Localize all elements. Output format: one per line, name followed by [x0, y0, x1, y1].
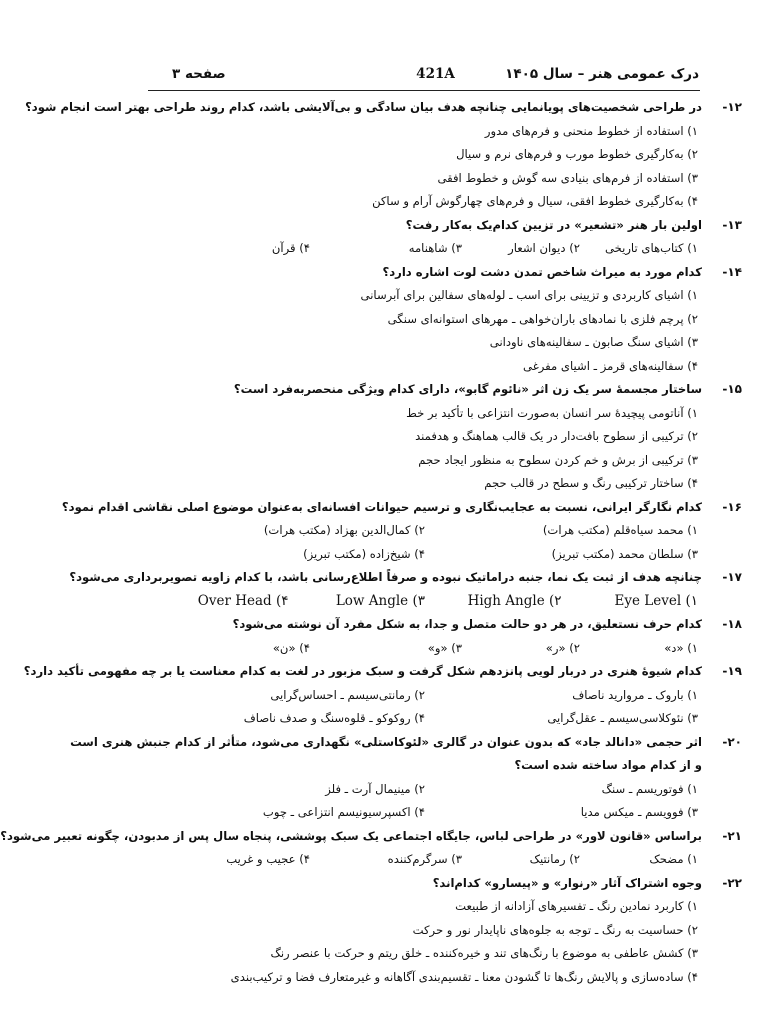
- question-number: ۲۱-: [722, 828, 742, 843]
- option-1[interactable]: ۱) مضحک: [649, 852, 698, 866]
- options-row: [152, 684, 702, 708]
- question-text: ساختار مجسمهٔ سر یک زن اثر «نائوم گابو»، دارای کدام ویژگی منحصربه‌فرد است؟: [233, 382, 702, 396]
- header-divider: [148, 90, 700, 91]
- question-12: [25, 96, 742, 214]
- option-4[interactable]: ۴) شیخ‌زاده (مکتب تبریز): [303, 546, 425, 561]
- question-text: اولین بار هنر «تشعیر» در تزیین کدام‌یک به‌کار رفت؟: [405, 217, 702, 232]
- question-15: [152, 378, 742, 496]
- option-2[interactable]: ۲) پرچم فلزی با نمادهای باران‌خواهی ـ مهرهای استوانه‌ای سنگی: [387, 311, 698, 326]
- option-4[interactable]: ۴) عجیب و غریب: [226, 852, 310, 866]
- option-4[interactable]: ۴) «ن»: [272, 640, 310, 655]
- option-1[interactable]: Eye Level (۱: [614, 592, 698, 609]
- question-text: کدام حرف نستعلیق، در هر دو حالت متصل و جدا، به شکل مفرد آن نوشته می‌شود؟: [232, 617, 702, 631]
- option-3[interactable]: ۳) کشش عاطفی به موضوع با رنگ‌های تند و خیره‌کننده ـ خلق ریتم و حرکت با عنصر رنگ: [270, 946, 698, 960]
- options-row: [152, 590, 702, 614]
- question-number: ۱۷-: [722, 570, 742, 584]
- question-number: ۲۲-: [722, 875, 742, 890]
- option-2[interactable]: ۲) رمانتیک: [529, 852, 580, 866]
- question-17: [69, 566, 742, 613]
- option-4[interactable]: ۴) قرآن: [271, 241, 310, 255]
- option-4[interactable]: ۴) اکسپرسیونیسم انتزاعی ـ چوب: [262, 805, 425, 819]
- question-number: ۱۲-: [722, 100, 742, 114]
- question-text: کدام نگارگر ایرانی، نسبت به عجایب‌نگاری و ترسیم حیوانات افسانه‌ای به‌عنوان موضوع اصلی نقاشی اقدام نمود؟: [61, 499, 702, 514]
- option-2[interactable]: ۲) مینیمال آرت ـ فلز: [325, 781, 425, 796]
- option-1[interactable]: ۱) کتاب‌های تاریخی: [604, 241, 698, 255]
- question-13: [152, 214, 742, 261]
- question-18: [152, 613, 742, 660]
- option-1[interactable]: ۱) فوتوریسم ـ سنگ: [601, 781, 698, 796]
- options-row: [152, 637, 702, 661]
- question-14: [152, 261, 742, 379]
- option-1[interactable]: ۱) باروک ـ مروارید ناصاف: [572, 687, 698, 702]
- question-text: در طراحی شخصیت‌های پویانمایی چنانچه هدف بیان سادگی و بی‌آلایشی باشد، کدام روند طراحی بهتر است انجام شود؟: [25, 100, 702, 114]
- option-3[interactable]: ۳) سلطان محمد (مکتب تبریز): [551, 546, 698, 561]
- option-2[interactable]: ۲) «ر»: [545, 640, 580, 655]
- option-3[interactable]: ۳) اشیای سنگ صابون ـ سفالینه‌های ناودانی: [489, 335, 698, 349]
- options-row: [152, 237, 702, 261]
- question-number: ۱۴-: [722, 264, 742, 279]
- option-2[interactable]: ۲) رمانتی‌سیسم ـ احساس‌گرایی: [270, 687, 425, 702]
- option-4[interactable]: ۴) سفالینه‌های قرمز ـ اشیای مفرغی: [523, 358, 698, 373]
- option-2[interactable]: High Angle (۲: [467, 592, 562, 609]
- option-2[interactable]: ۲) کمال‌الدین بهزاد (مکتب هرات): [263, 523, 425, 537]
- question-number: ۱۵-: [722, 382, 742, 396]
- question-number: ۱۶-: [722, 499, 742, 514]
- options-row: [152, 801, 702, 825]
- question-21: [0, 825, 742, 872]
- option-3[interactable]: ۳) فوویسم ـ میکس مدیا: [580, 805, 698, 819]
- question-text: براساس «قانون لاور» در طراحی لباس، جایگاه اجتماعی یک سبک پوششی، پنجاه سال پس از مدبودن، چگونه تعبیر می‌شود؟: [0, 828, 702, 843]
- options-row: [152, 707, 702, 731]
- option-3[interactable]: ۳) استفاده از فرم‌های بنیادی سه گوش و خطوط افقی: [437, 170, 698, 185]
- page-header: [172, 64, 699, 88]
- question-20: [70, 731, 742, 825]
- option-3[interactable]: ۳) ترکیبی از برش و خم کردن سطوح به منظور ایجاد حجم: [418, 452, 698, 467]
- option-3[interactable]: ۳) «و»: [427, 640, 462, 655]
- options-row: [152, 848, 702, 872]
- option-1[interactable]: ۱) محمد سیاه‌قلم (مکتب هرات): [542, 523, 698, 537]
- option-3[interactable]: ۳) سرگرم‌کننده: [387, 852, 462, 866]
- question-number: ۱۸-: [722, 617, 742, 631]
- option-1[interactable]: ۱) اشیای کاربردی و تزیینی برای اسب ـ لوله‌های سفالین برای آبرسانی: [360, 288, 698, 302]
- question-16: [61, 496, 742, 567]
- option-2[interactable]: ۲) به‌کارگیری خطوط مورب و فرم‌های نرم و سیال: [456, 147, 698, 161]
- question-19: [23, 660, 742, 731]
- option-3[interactable]: ۳) نئوکلاسی‌سیسم ـ عقل‌گرایی: [547, 711, 698, 725]
- option-4[interactable]: ۴) ساده‌سازی و پالایش رنگ‌ها تا گشودن معنا ـ تقسیم‌بندی آگاهانه و غیرمتعارف فضا و ترکیب‌بندی: [230, 969, 698, 984]
- question-text: کدام مورد به میراث شاخص تمدن دشت لوت اشاره دارد؟: [382, 264, 702, 279]
- options-row: [152, 519, 702, 543]
- option-4[interactable]: ۴) روکوکو ـ قلوه‌سنگ و صدف ناصاف: [243, 711, 425, 725]
- question-text-continued: و از کدام مواد ساخته شده است؟: [514, 758, 702, 772]
- options-row: [152, 778, 702, 802]
- question-22: [152, 872, 742, 990]
- question-text: چنانچه هدف از ثبت یک نما، جنبه دراماتیک نبوده و صرفاً اطلاع‌رسانی باشد، با کدام زاویه تصویربرداری می‌شود؟: [69, 570, 702, 584]
- option-4[interactable]: ۴) به‌کارگیری خطوط افقی، سیال و فرم‌های چهارگوش آرام و ساکن: [372, 194, 698, 208]
- option-1[interactable]: ۱) «د»: [664, 640, 698, 655]
- option-2[interactable]: ۲) دیوان اشعار: [508, 241, 580, 255]
- option-1[interactable]: ۱) آناتومی پیچیدهٔ سر انسان به‌صورت انتزاعی با تأکید بر خط: [406, 405, 698, 420]
- page-number: صفحه ۳: [172, 66, 226, 82]
- option-3[interactable]: Low Angle (۳: [335, 592, 425, 609]
- question-text: اثر حجمی «دانالد جاد» که بدون عنوان در گالری «لئوکاستلی» نگهداری می‌شود، متأثر از کدام جنبش هنری است: [70, 734, 702, 749]
- option-2[interactable]: ۲) ترکیبی از سطوح بافت‌دار در یک قالب هماهنگ و هدفمند: [415, 429, 698, 443]
- option-2[interactable]: ۲) حساسیت به رنگ ـ توجه به جلوه‌های ناپایدار نور و حرکت: [412, 922, 698, 937]
- question-text: کدام شیوهٔ هنری در دربار لویی پانزدهم شکل گرفت و سبک مزبور در لغت به کدام معناست یا بر چه مفهومی تأکید دارد؟: [23, 664, 702, 678]
- options-row: [152, 543, 702, 567]
- option-4[interactable]: Over Head (۴: [197, 592, 289, 609]
- question-text: وجوه اشتراک آثار «رنوار» و «پیسارو» کدام‌اند؟: [432, 875, 702, 890]
- option-1[interactable]: ۱) استفاده از خطوط منحنی و فرم‌های مدور: [484, 123, 698, 138]
- option-1[interactable]: ۱) کاربرد نمادین رنگ ـ تفسیرهای آزادانه از طبیعت: [455, 899, 698, 913]
- question-number: ۲۰-: [722, 734, 742, 749]
- question-number: ۱۹-: [722, 664, 742, 678]
- booklet-code: 421A: [416, 66, 455, 82]
- option-4[interactable]: ۴) ساختار ترکیبی رنگ و سطح در قالب حجم: [484, 476, 698, 490]
- question-number: ۱۳-: [722, 217, 742, 232]
- option-3[interactable]: ۳) شاهنامه: [408, 241, 462, 255]
- exam-title: درک عمومی هنر – سال ۱۴۰۵: [505, 66, 699, 82]
- questions-list: [0, 96, 742, 989]
